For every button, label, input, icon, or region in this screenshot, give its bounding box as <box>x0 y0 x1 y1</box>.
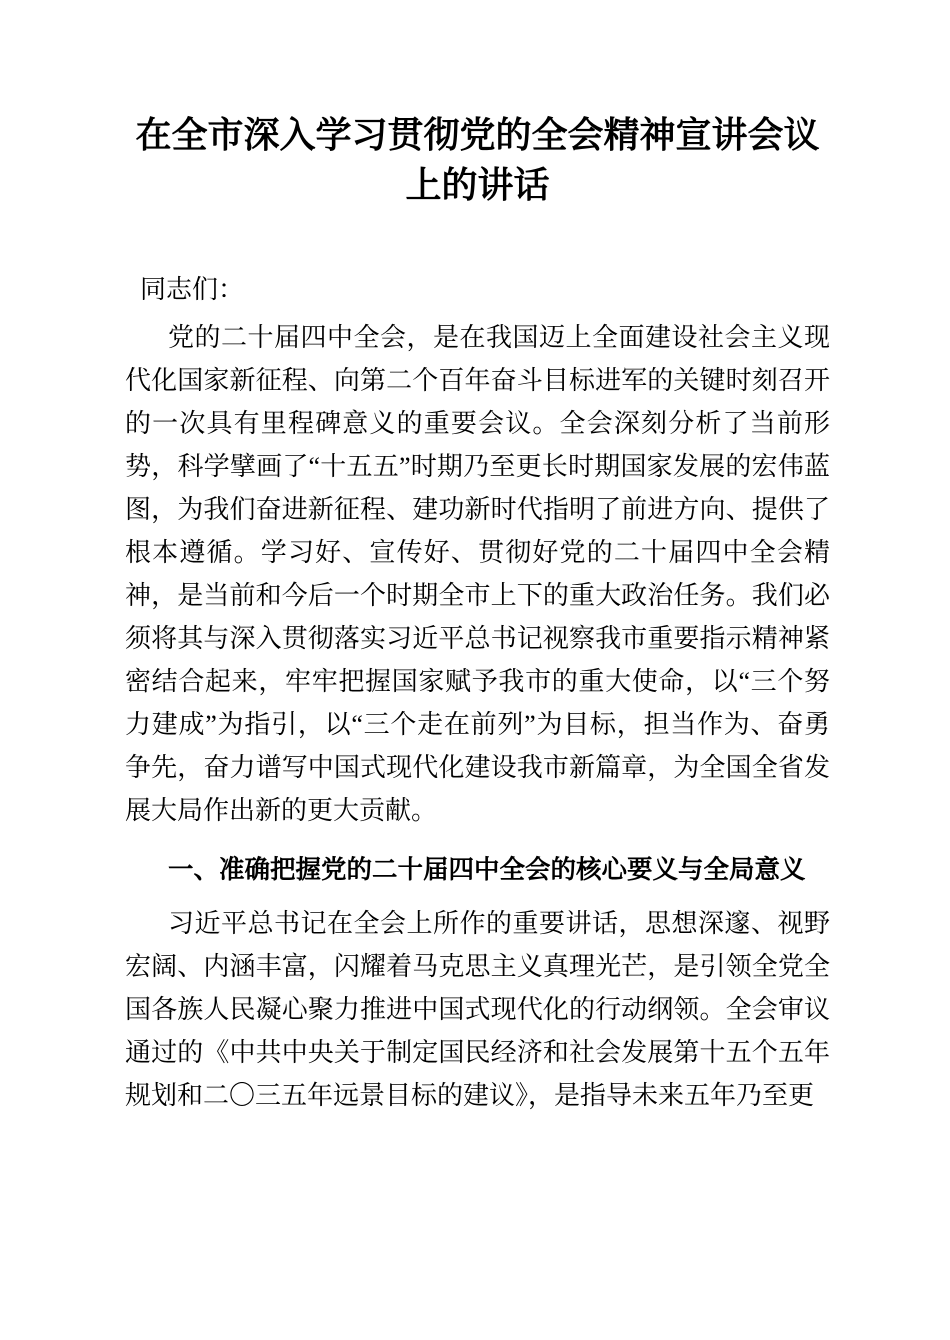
salutation-line: 同志们： <box>140 275 245 304</box>
document-page <box>0 110 950 1340</box>
paragraph-intro: 党的二十届四中全会，是在我国迈上全面建设社会主义现代化国家新征程、向第二个百年奋斗目标进军的关键时刻召开的一次具有里程碑意义的重要会议。全会深刻分析了当前形势，科学擘画了“十五五”时期乃至更长时期国家发展的宏伟蓝图，为我们奋进新征程、建功新时代指明了前进方向、提供了根本遵循。学习好、宣传好、贯彻好党的二十届四中全会精神，是当前和今后一个时期全市上下的重大政治任务。我们必须将其与深入贯彻落实习近平总书记视察我市重要指示精神紧密结合起来，牢牢把握国家赋予我市的重大使命，以“三个努力建成”为指引，以“三个走在前列”为目标，担当作为、奋勇争先，奋力谱写中国式现代化建设我市新篇章，为全国全省发展大局作出新的更大贡献。 <box>125 323 830 825</box>
document-title: 在全市深入学习贯彻党的全会精神宣讲会议上的讲话 <box>135 115 820 205</box>
paragraph-section-1: 习近平总书记在全会上所作的重要讲话，思想深邃、视野宏阔、内涵丰富，闪耀着马克思主义真理光芒，是引领全党全国各族人民凝心聚力推进中国式现代化的行动纲领。全会审议通过的《中共中央关于制定国民经济和社会发展第十五个五年规划和二〇三五年远景目标的建议》，是指导未来五年乃至更 <box>125 909 830 1110</box>
section-heading-1: 一、准确把握党的二十届四中全会的核心要义与全局意义 <box>168 856 806 884</box>
